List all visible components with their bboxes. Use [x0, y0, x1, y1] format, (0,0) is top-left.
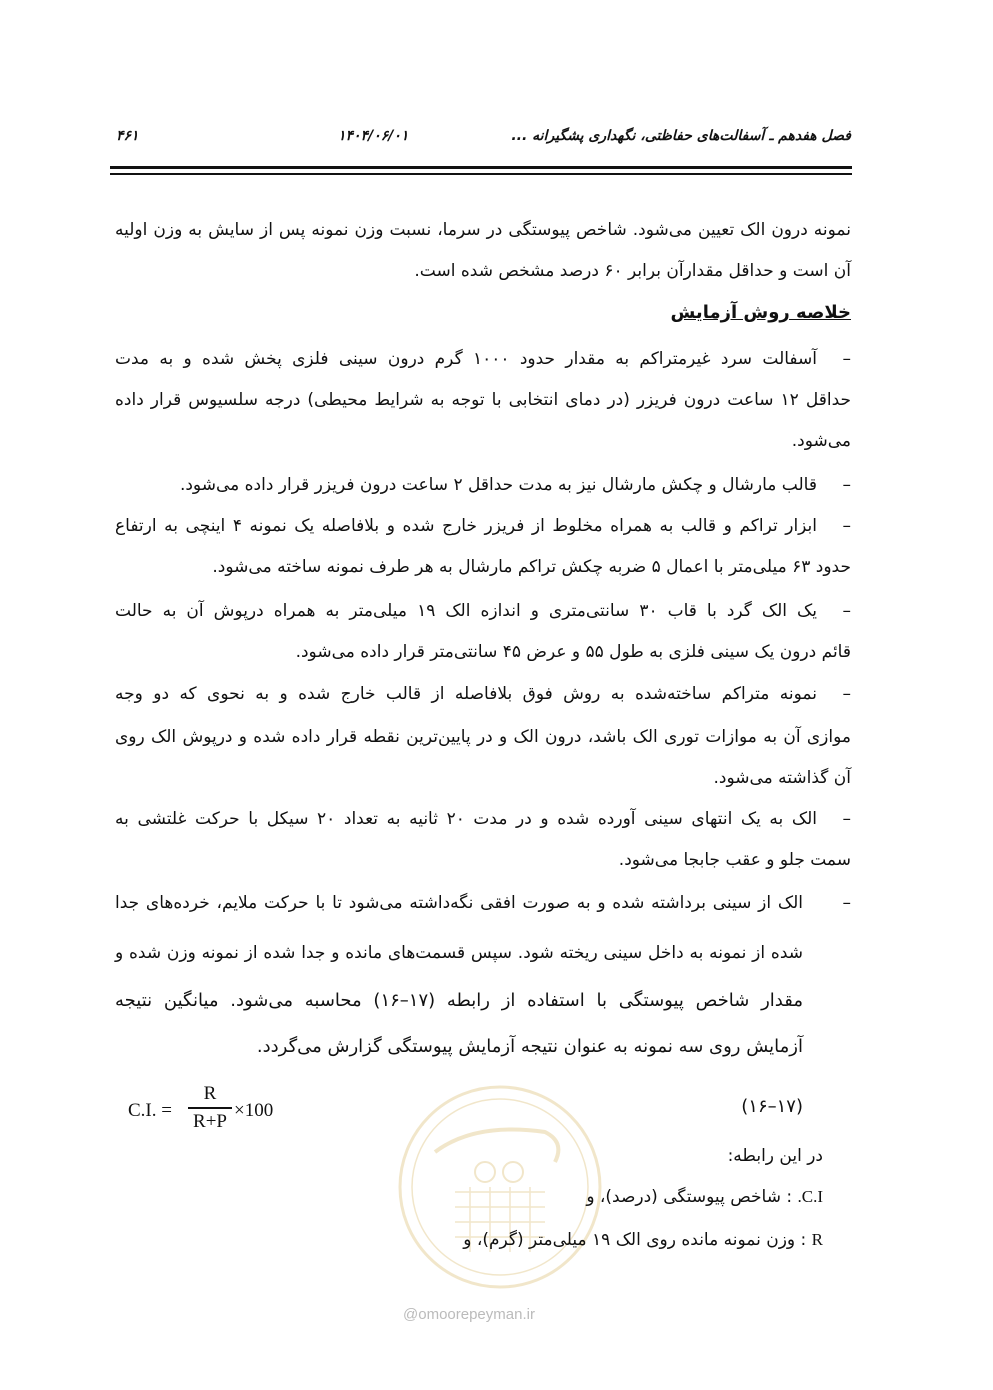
list-item-line: نمونه متراکم ساخته‌شده به روش فوق بلافاصله از قالب خارج شده و به نحوی که دو وجه [115, 684, 817, 704]
list-item-line: قائم درون یک سینی فلزی به طول ۵۵ و عرض ۴۵ سانتی‌متر قرار داده می‌شود. [295, 642, 851, 662]
formula-multiplier: ×100 [234, 1100, 274, 1121]
definition-item [586, 1187, 823, 1207]
dash-bullet: – [842, 601, 851, 621]
dash-bullet: – [842, 349, 851, 369]
list-item-line: الک به یک انتهای سینی آورده شده و در مدت ۲۰ ثانیه به تعداد ۲۰ سیکل با حرکت غلتشی به [115, 809, 817, 829]
running-header-title: فصل هفدهم ـ آسفالت‌های حفاظتی، نگهداری پشگیرانه ... [511, 128, 851, 144]
dash-bullet: – [842, 684, 851, 704]
list-item-line: موازی آن به موازات توری الک باشد، درون الک و در پایین‌ترین نقطه قرار داده شده و درپوش الک روی [115, 727, 851, 747]
list-item-line: آن گذاشته می‌شود. [713, 768, 851, 788]
definition-text: : شاخص پیوستگی (درصد)، و [586, 1187, 798, 1207]
dash-bullet: – [842, 516, 851, 536]
list-item-line: شده از نمونه به داخل سینی ریخته شود. سپس قسمت‌های مانده و جدا شده از نمونه وزن شده و [115, 943, 803, 963]
list-item-line: قالب مارشال و چکش مارشال نیز به مدت حداقل ۲ ساعت درون فریزر قرار داده می‌شود. [179, 475, 817, 495]
formula-numerator: R [203, 1083, 217, 1104]
section-heading: خلاصه روش آزمایش [670, 302, 851, 323]
dash-bullet: – [842, 475, 851, 495]
body-text-line: آن است و حداقل مقدارآن برابر ۶۰ درصد مشخص شده است. [414, 261, 851, 281]
list-item-line: ابزار تراکم و قالب به همراه مخلوط از فریزر خارج شده و بلافاصله یک نمونه ۴ اینچی به ارتفاع [115, 516, 817, 536]
list-item-line: حداقل ۱۲ ساعت درون فریزر (در دمای انتخابی با توجه به شرایط محیطی) درجه سلسیوس قرار داده [115, 390, 851, 410]
dash-bullet: – [842, 809, 851, 829]
page-number: ۴۶۱ [116, 128, 139, 144]
definitions-intro: در این رابطه: [727, 1146, 823, 1166]
equation-number: (۱۷–۱۶) [741, 1096, 803, 1117]
definition-symbol: C.I. [797, 1187, 823, 1206]
watermark-logo [395, 1082, 605, 1292]
watermark-handle: @omoorepeyman.ir [403, 1306, 535, 1323]
list-item-line: حدود ۶۳ میلی‌متر با اعمال ۵ ضربه چکش تراکم مارشال به هر طرف نمونه ساخته می‌شود. [212, 557, 851, 577]
fraction-bar [188, 1107, 232, 1109]
list-item-line: سمت جلو و عقب جابجا می‌شود. [618, 850, 851, 870]
body-text-line: نمونه درون الک تعیین می‌شود. شاخص پیوستگی در سرما، نسبت وزن نمونه پس از سایش به وزن اولیه [115, 220, 851, 240]
list-item-line: الک از سینی برداشته شده و به صورت افقی نگه‌داشته می‌شود تا با حرکت ملایم، خرده‌های جدا [115, 893, 803, 913]
list-item-line: آسفالت سرد غیرمتراکم به مقدار حدود ۱۰۰۰ گرم درون سینی فلزی پخش شده و به مدت [115, 349, 817, 369]
header-rule-thin [110, 173, 852, 175]
definition-text: : وزن نمونه مانده روی الک ۱۹ میلی‌متر (گرم)، و [463, 1230, 812, 1250]
definition-item [463, 1230, 823, 1250]
list-item-line: می‌شود. [791, 431, 851, 451]
formula-fraction [188, 1083, 232, 1133]
list-item-line: یک الک گرد با قاب ۳۰ سانتی‌متری و اندازه الک ۱۹ میلی‌متر به همراه درپوش آن به حالت [115, 601, 817, 621]
header-rule-thick [110, 166, 852, 169]
list-item-line: مقدار شاخص پیوستگی با استفاده از رابطه (۱۷–۱۶) محاسبه می‌شود. میانگین نتیجه [115, 990, 803, 1011]
dash-bullet: – [842, 893, 851, 913]
formula-denominator: R+P [193, 1110, 227, 1132]
definition-symbol: R [811, 1230, 823, 1249]
formula-lhs: C.I. = [128, 1100, 172, 1121]
list-item-line: آزمایش روی سه نمونه به عنوان نتیجه آزمایش پیوستگی گزارش می‌گردد. [256, 1036, 803, 1057]
running-header-date: ۱۴۰۴/۰۶/۰۱ [338, 128, 409, 144]
